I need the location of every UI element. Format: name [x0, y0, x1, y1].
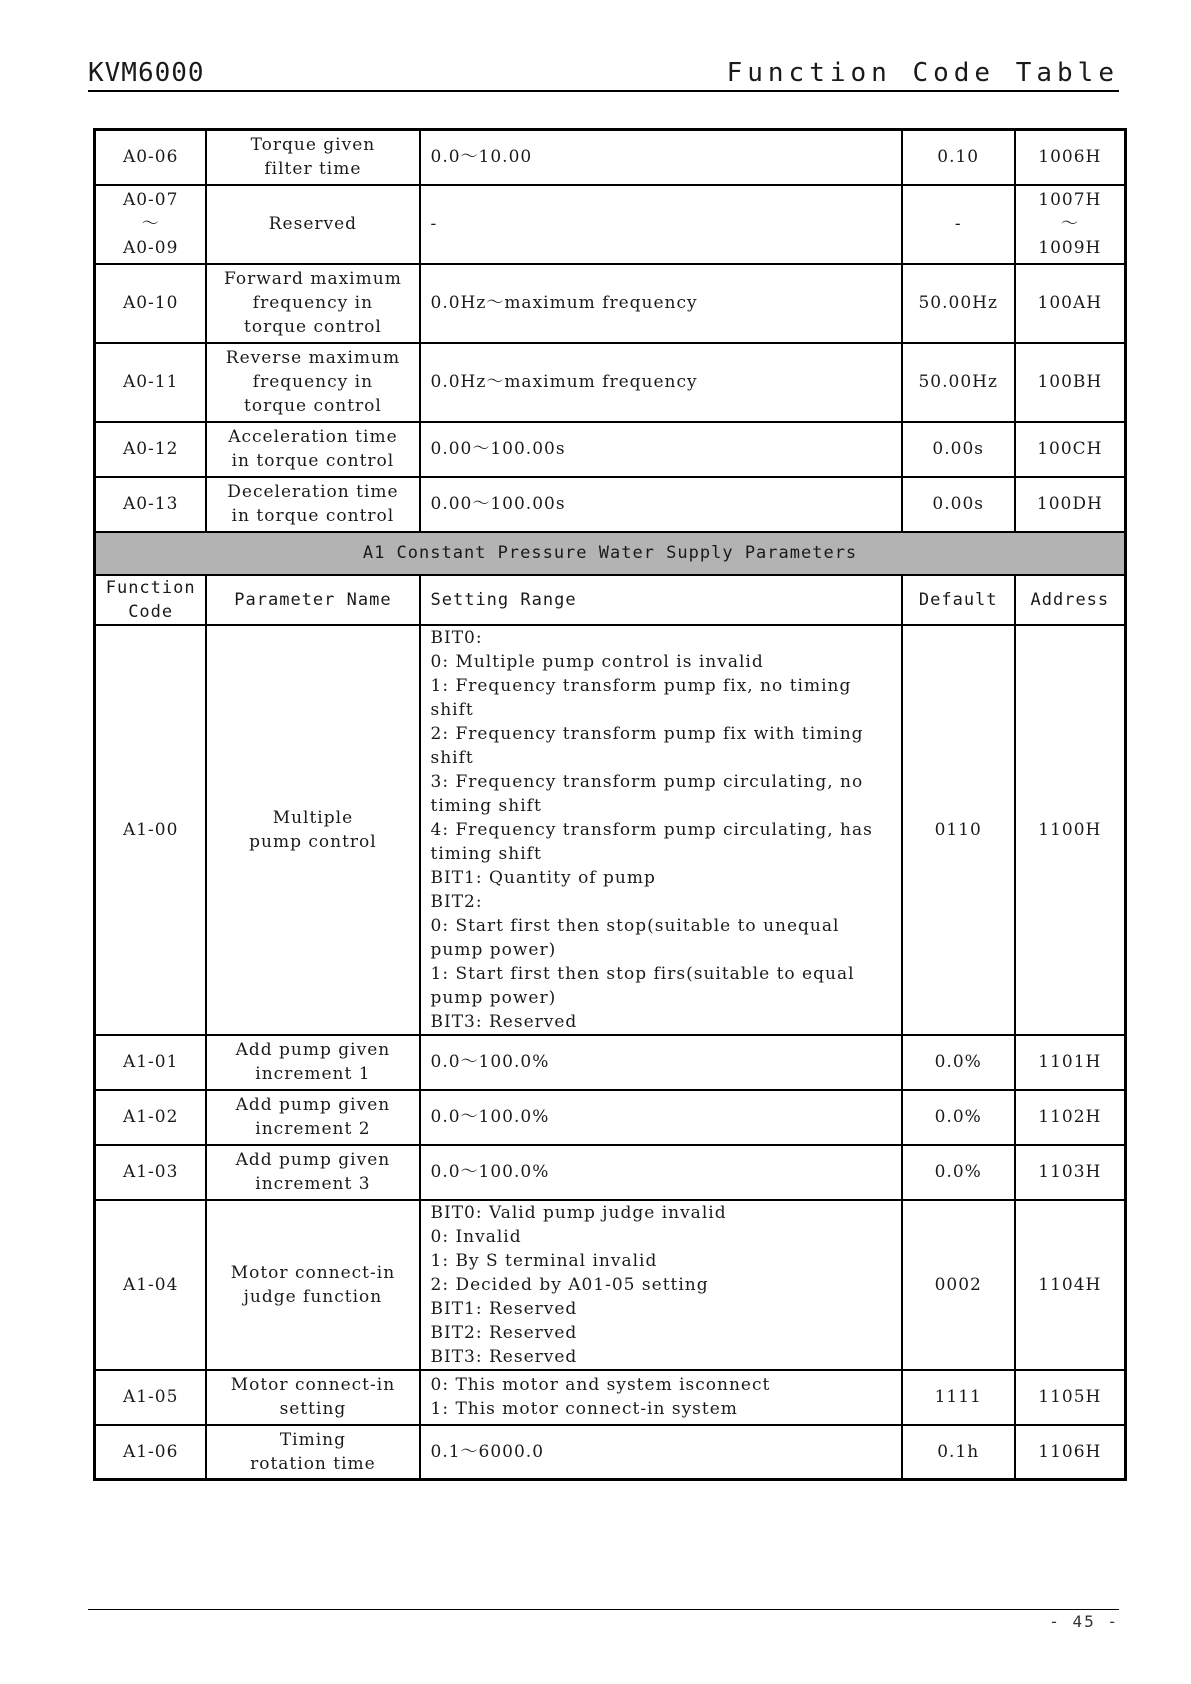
default-value-cell: 0.0%: [902, 1035, 1015, 1090]
setting-range-cell: -: [420, 185, 902, 264]
setting-range-cell: 0.0～100.0%: [420, 1145, 902, 1200]
setting-range-cell: 0.0～100.0%: [420, 1090, 902, 1145]
setting-range-cell: 0.0Hz～maximum frequency: [420, 264, 902, 343]
address-cell: 1101H: [1015, 1035, 1126, 1090]
parameter-name-cell: Motor connect-in judge function: [206, 1200, 419, 1370]
address-cell: 1007H ～ 1009H: [1015, 185, 1126, 264]
address-cell: 1104H: [1015, 1200, 1126, 1370]
function-code-cell: A0-12: [95, 422, 207, 477]
section-title: Function Code Table: [726, 58, 1119, 88]
footer-rule: [88, 1609, 1119, 1610]
column-header-range: Setting Range: [420, 575, 902, 625]
parameter-name-cell: Reserved: [206, 185, 419, 264]
column-header-code: Function Code: [95, 575, 207, 625]
setting-range-cell: 0.0～10.00: [420, 130, 902, 185]
default-value-cell: 0.0%: [902, 1090, 1015, 1145]
parameter-name-cell: Add pump given increment 1: [206, 1035, 419, 1090]
address-cell: 1103H: [1015, 1145, 1126, 1200]
default-value-cell: 0.00s: [902, 477, 1015, 532]
table-row: [95, 130, 1126, 185]
function-code-table: [93, 128, 1127, 1481]
default-value-cell: 0110: [902, 625, 1015, 1035]
setting-range-cell: 0.0～100.0%: [420, 1035, 902, 1090]
function-code-cell: A1-05: [95, 1370, 207, 1425]
column-header-address: Address: [1015, 575, 1126, 625]
default-value-cell: -: [902, 185, 1015, 264]
default-value-cell: 0.0%: [902, 1145, 1015, 1200]
default-value-cell: 0.10: [902, 130, 1015, 185]
address-cell: 1105H: [1015, 1370, 1126, 1425]
function-code-cell: A1-06: [95, 1425, 207, 1480]
table-row: [95, 1090, 1126, 1145]
setting-range-cell: 0: This motor and system isconnect 1: This motor connect-in system: [420, 1370, 902, 1425]
default-value-cell: 0.1h: [902, 1425, 1015, 1480]
address-cell: 100AH: [1015, 264, 1126, 343]
default-value-cell: 1111: [902, 1370, 1015, 1425]
default-value-cell: 50.00Hz: [902, 264, 1015, 343]
function-code-cell: A0-10: [95, 264, 207, 343]
function-code-cell: A0-11: [95, 343, 207, 422]
table-row: [95, 422, 1126, 477]
address-cell: 1106H: [1015, 1425, 1126, 1480]
table-row: [95, 1425, 1126, 1480]
column-header-row: [95, 575, 1126, 625]
table-row: [95, 1145, 1126, 1200]
setting-range-cell: BIT0: Valid pump judge invalid 0: Invalid 1: By S terminal invalid 2: Decided by A01-05 setting BIT1: Reserved BIT2: Reserved BIT3: Reserved: [420, 1200, 902, 1370]
setting-range-cell: 0.00～100.00s: [420, 422, 902, 477]
page-header: [88, 58, 1119, 92]
parameter-name-cell: Reverse maximum frequency in torque control: [206, 343, 419, 422]
setting-range-cell: 0.00～100.00s: [420, 477, 902, 532]
parameter-name-cell: Multiple pump control: [206, 625, 419, 1035]
default-value-cell: 0.00s: [902, 422, 1015, 477]
column-header-default: Default: [902, 575, 1015, 625]
table-row: [95, 185, 1126, 264]
function-code-cell: A1-03: [95, 1145, 207, 1200]
parameter-name-cell: Timing rotation time: [206, 1425, 419, 1480]
setting-range-cell: BIT0: 0: Multiple pump control is invalid 1: Frequency transform pump fix, no timing shift 2: Frequency transform pump fix with timing shift 3: Frequency transform pump circulating, no timing shift 4: Frequency transform pump circulating, has timing shift BIT1: Quantity of pump BIT2: 0: Start first then stop(suitable to unequal pump power) 1: Start first then stop firs(suitable to equal pump power) BIT3: Reserved: [420, 625, 902, 1035]
setting-range-cell: 0.0Hz～maximum frequency: [420, 343, 902, 422]
table-row: [95, 1035, 1126, 1090]
table-row: [95, 625, 1126, 1035]
parameter-name-cell: Acceleration time in torque control: [206, 422, 419, 477]
table-row: [95, 477, 1126, 532]
setting-range-cell: 0.1～6000.0: [420, 1425, 902, 1480]
parameter-name-cell: Add pump given increment 3: [206, 1145, 419, 1200]
parameter-name-cell: Motor connect-in setting: [206, 1370, 419, 1425]
address-cell: 1006H: [1015, 130, 1126, 185]
function-code-cell: A1-04: [95, 1200, 207, 1370]
function-code-cell: A1-00: [95, 625, 207, 1035]
parameter-name-cell: Add pump given increment 2: [206, 1090, 419, 1145]
product-name: KVM6000: [88, 58, 205, 88]
table-row: [95, 343, 1126, 422]
address-cell: 100DH: [1015, 477, 1126, 532]
function-code-cell: A1-01: [95, 1035, 207, 1090]
address-cell: 100BH: [1015, 343, 1126, 422]
page-number: - 45 -: [1049, 1612, 1119, 1631]
table-row: [95, 264, 1126, 343]
column-header-name: Parameter Name: [206, 575, 419, 625]
parameter-name-cell: Deceleration time in torque control: [206, 477, 419, 532]
function-code-cell: A0-06: [95, 130, 207, 185]
default-value-cell: 50.00Hz: [902, 343, 1015, 422]
function-code-cell: A0-13: [95, 477, 207, 532]
address-cell: 1100H: [1015, 625, 1126, 1035]
default-value-cell: 0002: [902, 1200, 1015, 1370]
table-row: [95, 1370, 1126, 1425]
section-header: A1 Constant Pressure Water Supply Parameters: [95, 532, 1126, 575]
table-row: [95, 1200, 1126, 1370]
section-header-row: [95, 532, 1126, 575]
address-cell: 1102H: [1015, 1090, 1126, 1145]
function-code-cell: A1-02: [95, 1090, 207, 1145]
parameter-name-cell: Forward maximum frequency in torque control: [206, 264, 419, 343]
function-code-cell: A0-07 ～ A0-09: [95, 185, 207, 264]
parameter-name-cell: Torque given filter time: [206, 130, 419, 185]
address-cell: 100CH: [1015, 422, 1126, 477]
